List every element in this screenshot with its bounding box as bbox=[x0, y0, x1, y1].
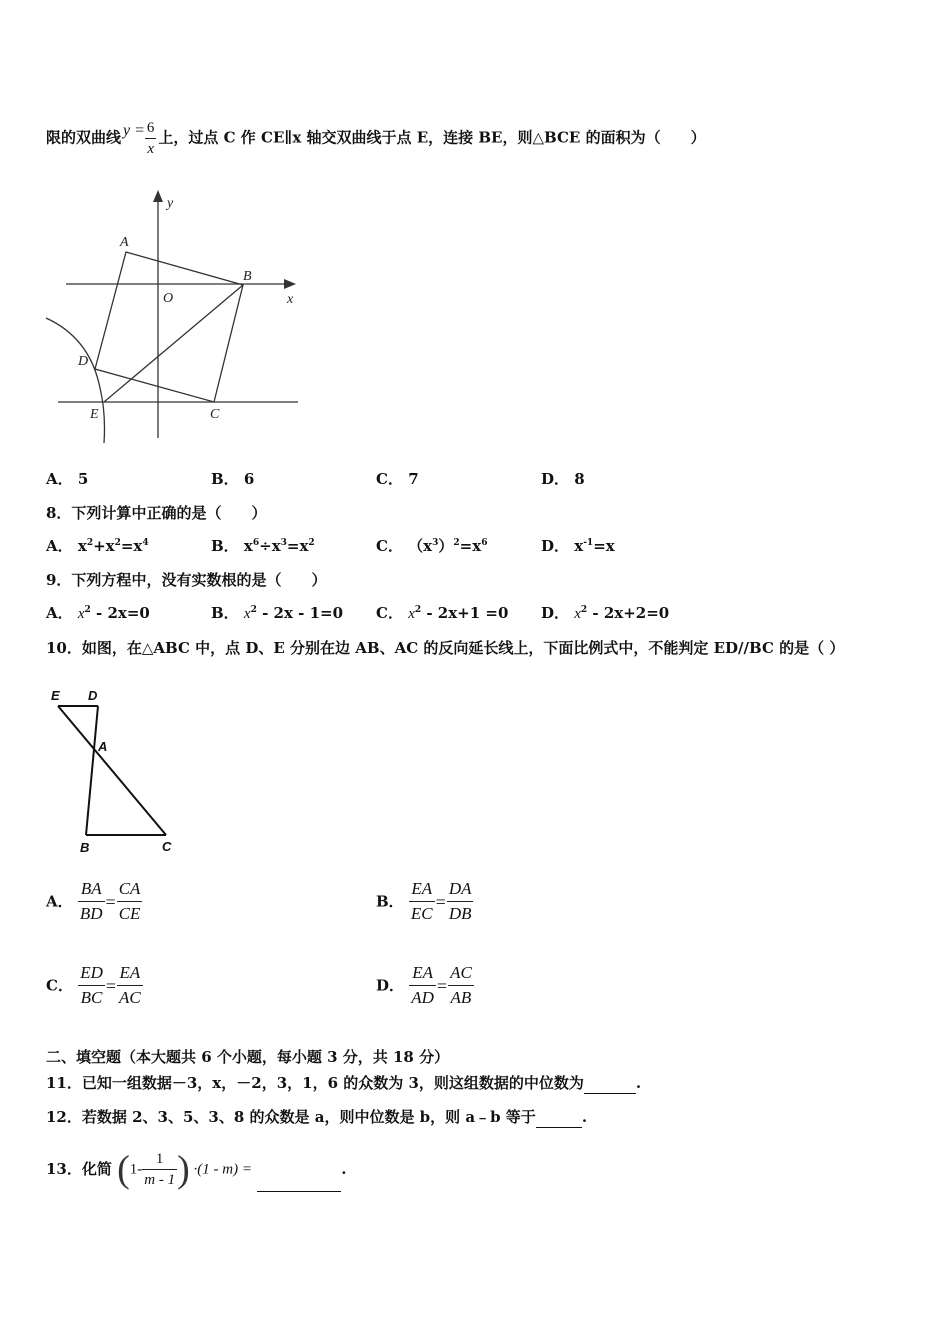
q7-suffix: 上，过点 C 作 CE∥x 轴交双曲线于点 E，连接 BE，则△BCE 的面积为（ ） bbox=[158, 128, 706, 147]
q7-stem bbox=[46, 118, 706, 159]
label-x: x bbox=[287, 292, 294, 307]
q8-option-d[interactable]: D． $x^{-1}=x$ bbox=[541, 537, 615, 555]
label-o: O bbox=[163, 291, 174, 306]
q9-option-d[interactable]: D． $x^2 - 2x+2=0$ bbox=[541, 604, 670, 622]
q7-option-a[interactable]: A． 5 bbox=[46, 470, 89, 488]
square-abcd bbox=[95, 252, 243, 402]
q13-answer-blank[interactable] bbox=[257, 1147, 341, 1192]
q11: 11．已知一组数据－3，x，－2，3，1，6 的众数为 3，则这组数据的中位数为 . bbox=[46, 1074, 642, 1092]
q8-option-a[interactable]: A． $x^2+x^2=x^4$ bbox=[46, 537, 149, 555]
y-arrow bbox=[153, 190, 163, 202]
label-e: E bbox=[90, 407, 99, 422]
label-a: A bbox=[120, 235, 129, 250]
q12-answer-blank[interactable] bbox=[536, 1107, 582, 1128]
q9-option-b[interactable]: B． $x^2 - 2x - 1=0$ bbox=[211, 604, 344, 622]
label-d: D bbox=[88, 688, 98, 703]
segment-eb bbox=[104, 285, 243, 402]
x-arrow bbox=[284, 279, 296, 289]
section-title: 二、填空题（本大题共 6 个小题，每小题 3 分，共 18 分） bbox=[46, 1048, 450, 1066]
segment-db bbox=[86, 706, 98, 835]
q9-stem: 9．下列方程中，没有实数根的是（ ） bbox=[46, 571, 327, 589]
label-b: B bbox=[80, 840, 90, 855]
q13-expression: (1- $\frac{1}{m - 1}$ ) ·(1 - m) = bbox=[117, 1148, 252, 1191]
q10-option-b[interactable]: B． $\frac{EA}{EC}$ = $\frac{DA}{DB}$ bbox=[376, 879, 472, 923]
q7-figure bbox=[40, 188, 305, 448]
q10-option-a[interactable]: A． $\frac{BA}{BD}$ = $\frac{CA}{CE}$ bbox=[46, 879, 141, 923]
q7-formula: y = $\frac{6}{x}$ bbox=[123, 120, 155, 157]
q7-option-c[interactable]: C． 7 bbox=[376, 470, 419, 488]
segment-ec bbox=[58, 706, 166, 835]
q8-option-c[interactable]: C． $(x^3)^2=x^6$ bbox=[376, 537, 488, 555]
q8-stem: 8．下列计算中正确的是（ ） bbox=[46, 504, 267, 522]
hyperbola-branch bbox=[46, 318, 105, 443]
q8-option-b[interactable]: B． $x^6\div x^3=x^2$ bbox=[211, 537, 315, 555]
label-d: D bbox=[78, 354, 89, 369]
q7-prefix: 限的双曲线 bbox=[46, 128, 122, 147]
q7-option-d[interactable]: D． 8 bbox=[541, 470, 585, 488]
label-c: C bbox=[210, 407, 220, 422]
label-e: E bbox=[51, 688, 60, 703]
q9-option-a[interactable]: A． $x^2 - 2x=0$ bbox=[46, 604, 150, 622]
q10-option-c[interactable]: C． $\frac{ED}{BC}$ = $\frac{EA}{AC}$ bbox=[46, 963, 141, 1007]
label-a: A bbox=[98, 739, 108, 754]
label-y: y bbox=[167, 196, 174, 211]
q12: 12．若数据 2、3、5、3、8 的众数是 a，则中位数是 b，则 a﹣b 等于 . bbox=[46, 1108, 588, 1126]
q13: 13．化简 (1- $\frac{1}{m - 1}$ ) ·(1 - m) = . bbox=[46, 1148, 347, 1191]
q9-option-c[interactable]: C． $x^2 - 2x+1 =0$ bbox=[376, 604, 509, 622]
q10-figure bbox=[46, 684, 186, 859]
q7-option-b[interactable]: B． 6 bbox=[211, 470, 255, 488]
label-c: C bbox=[162, 839, 172, 854]
label-b: B bbox=[243, 269, 252, 284]
q10-option-d[interactable]: D． $\frac{EA}{AD}$ = $\frac{AC}{AB}$ bbox=[376, 963, 472, 1007]
q10-stem: 10．如图，在△ABC 中，点 D、E 分别在边 AB、AC 的反向延长线上，下面比例式中，不能判定 ED//BC 的是（ ） bbox=[46, 639, 845, 657]
q11-answer-blank[interactable] bbox=[584, 1073, 636, 1094]
